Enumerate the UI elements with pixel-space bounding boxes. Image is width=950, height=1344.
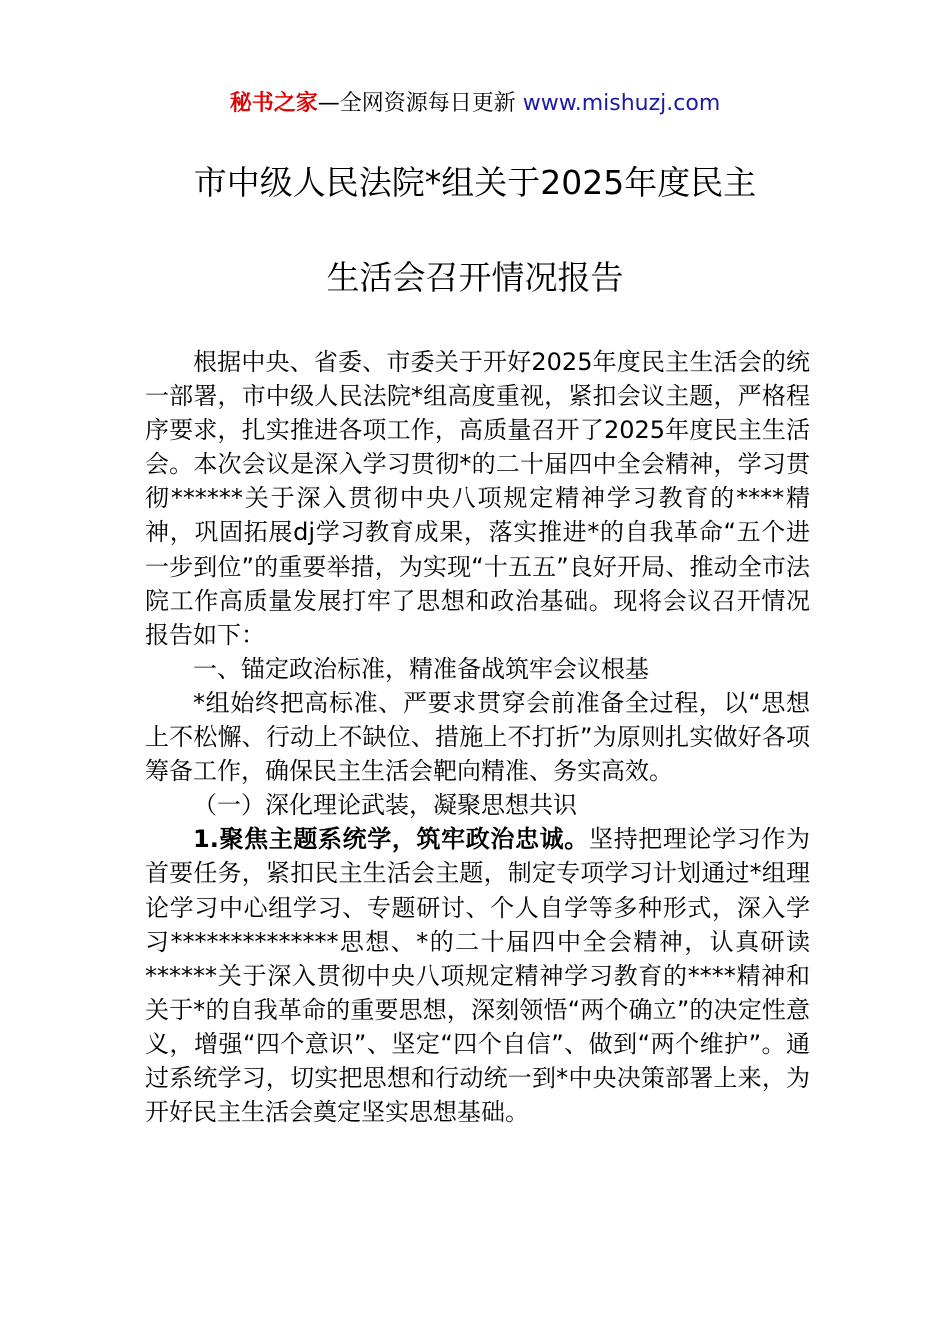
site-brand: 秘书之家	[229, 91, 318, 116]
section-heading-1: 一、锚定政治标准，精准备战筑牢会议根基	[193, 654, 649, 683]
site-url-link[interactable]: www.mishuzj.com	[522, 91, 721, 116]
item-1-paragraph	[145, 822, 810, 1129]
intro-paragraph: 根据中央、省委、市委关于开好2025年度民主生活会的统一部署，市中级人民法院*组高度重视，紧扣会议主题，严格程序要求，扎实推进各项工作，高质量召开了2025年度民主生活会。本次会议是深入学习贯彻*的二十届四中全会精神，学习贯彻******关于深入贯彻中央八项规定精神学习教育的****精神，巩固拓展dj学习教育成果，落实推进*的自我革命“五个进一步到位”的重要举措，为实现“十五五”良好开局、推动全市法院工作高质量发展打牢了思想和政治基础。现将会议召开情况报告如下：	[145, 348, 810, 649]
document-body	[145, 345, 810, 1129]
document-title-line-2: 生活会召开情况报告	[326, 258, 624, 297]
site-header	[0, 88, 950, 120]
item-1-text: 坚持把理论学习作为首要任务，紧扣民主生活会主题，制定专项学习计划通过*组理论学习中心组学习、专题研讨、个人自学等多种形式，深入学习**************思想、*的二十届四中全会精神，认真研读******关于深入贯彻中央八项规定精神学习教育的****精神和关于*的自我革命的重要思想，深刻领悟“两个确立”的决定性意义，增强“四个意识”、坚定“四个自信”、做到“两个维护”。通过系统学习，切实把思想和行动统一到*中央决策部署上来，为开好民主生活会奠定坚实思想基础。	[145, 825, 810, 1127]
item-1-lead: 1.聚焦主题系统学，筑牢政治忠诚。	[193, 825, 589, 854]
subsection-heading-1: （一）深化理论武装，凝聚思想共识	[193, 791, 577, 820]
site-tagline: —全网资源每日更新	[317, 91, 523, 116]
section-1-paragraph: *组始终把高标准、严要求贯穿会前准备全过程，以“思想上不松懈、行动上不缺位、措施上不打折”为原则扎实做好各项筹备工作，确保民主生活会靶向精准、务实高效。	[145, 688, 810, 786]
document-title-line-1: 市中级人民法院*组关于2025年度民主	[193, 163, 757, 202]
